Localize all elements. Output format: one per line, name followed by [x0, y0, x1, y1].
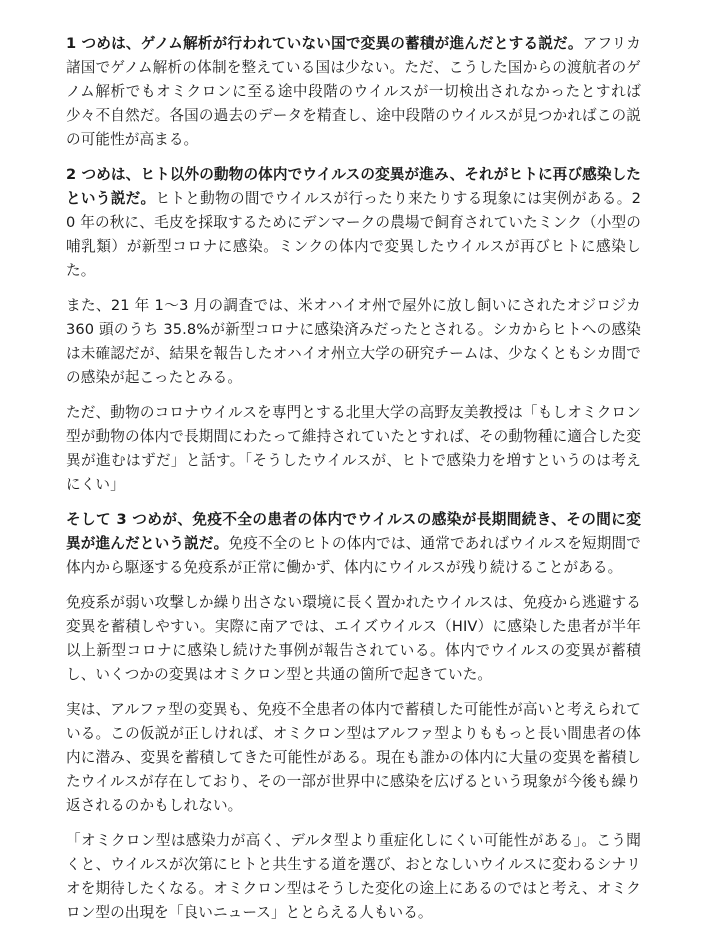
paragraph-3-body: また、21 年 1～3 月の調査では、米オハイオ州で屋外に放し飼いにされたオジロジカ 360 頭のうち 35.8%が新型コロナに感染済みだったとされる。シカからヒトへの感染は未確認だが、結果を報告したオハイオ州立大学の研究チームは、少なくともシカ間での感染が起こったとみる。: [66, 297, 641, 386]
paragraph-2-body: ヒトと動物の間でウイルスが行ったり来たりする現象には実例がある。20 年の秋に、毛皮を採取するためにデンマークの農場で飼育されていたミンク（小型の哺乳類）が新型コロナに感染。ミンクの体内で変異したウイルスが再びヒトに感染した。: [66, 190, 641, 279]
paragraph-6: [66, 591, 641, 687]
paragraph-8-body: 「オミクロン型は感染力が高く、デルタ型より重症化しにくい可能性がある」。こう聞くと、ウイルスが次第にヒトと共生する道を選び、おとなしいウイルスに変わるシナリオを期待したくなる。オミクロン型はそうした変化の途上にあるのではと考え、オミクロン型の出現を「良いニュース」ととらえる人もいる。: [66, 832, 641, 921]
paragraph-4: [66, 401, 641, 497]
paragraph-7: [66, 698, 641, 818]
paragraph-2-lead: 2 つめは、ヒト以外の動物の体内でウイルスの変異が進み、それがヒトに再び感染したという説だ。: [66, 166, 641, 207]
paragraph-5-lead: そして 3 つめが、免疫不全の患者の体内でウイルスの感染が長期間続き、その間に変異が進んだという説だ。: [66, 511, 641, 552]
paragraph-6-body: 免疫系が弱い攻撃しか繰り出さない環境に長く置かれたウイルスは、免疫から逃避する変異を蓄積しやすい。実際に南アでは、エイズウイルス（HIV）に感染した患者が半年以上新型コロナに感染し続けた事例が報告されている。体内でウイルスの変異が蓄積し、いくつかの変異はオミクロン型と共通の箇所で起きていた。: [66, 594, 641, 683]
paragraph-8: [66, 829, 641, 925]
paragraph-4-body: ただ、動物のコロナウイルスを専門とする北里大学の高野友美教授は「もしオミクロン型が動物の体内で長期間にわたって維持されていたとすれば、その動物種に適合した変異が進むはずだ」と話す。「そうしたウイルスが、ヒトで感染力を増すというのは考えにくい」: [66, 404, 641, 493]
paragraph-1-lead: 1 つめは、ゲノム解析が行われていない国で変異の蓄積が進んだとする説だ。: [66, 35, 583, 52]
paragraph-5-body: 免疫不全のヒトの体内では、通常であればウイルスを短期間で体内から駆逐する免疫系が正常に働かず、体内にウイルスが残り続けることがある。: [66, 535, 641, 576]
paragraph-1-body: アフリカ諸国でゲノム解析の体制を整えている国は少ない。ただ、こうした国からの渡航者のゲノム解析でもオミクロンに至る途中段階のウイルスが一切検出されなかったとすれば少々不自然だ。各国の過去のデータを精査し、途中段階のウイルスが見つかればこの説の可能性が高まる。: [66, 35, 641, 148]
paragraph-5: [66, 508, 641, 580]
paragraph-2: [66, 163, 641, 283]
paragraph-3: [66, 294, 641, 390]
paragraph-7-body: 実は、アルファ型の変異も、免疫不全患者の体内で蓄積した可能性が高いと考えられている。この仮説が正しければ、オミクロン型はアルファ型よりももっと長い間患者の体内に潜み、変異を蓄積してきた可能性がある。現在も誰かの体内に大量の変異を蓄積したウイルスが存在しており、その一部が世界中に感染を広げるという現象が今後も繰り返されるのかもしれない。: [66, 701, 641, 814]
paragraph-1: [66, 32, 641, 152]
